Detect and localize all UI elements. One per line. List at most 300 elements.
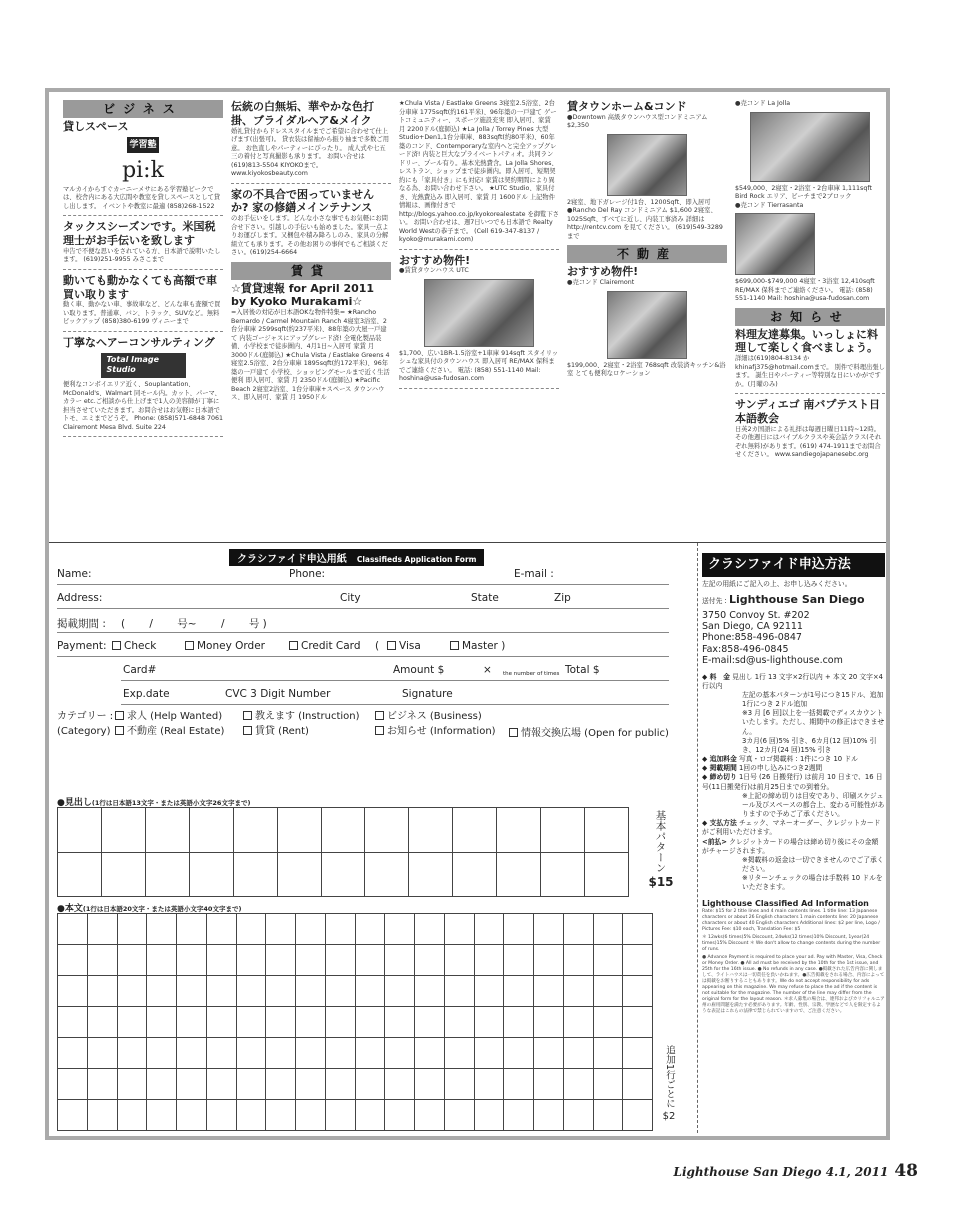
ad-subtitle: ●売コンド Tierrasanta [735, 201, 804, 209]
ad-title: サンディエゴ 南バプテスト日本語教会 [735, 398, 880, 425]
cat-label: お知らせ (Information) [387, 725, 496, 737]
grid-cell[interactable] [206, 914, 236, 945]
send-to [702, 593, 885, 608]
card-row [121, 659, 669, 681]
grid-cell[interactable] [444, 1069, 474, 1100]
grid-cell[interactable] [233, 852, 277, 897]
how-to-intro: 左記の用紙にご記入の上、お申し込みください。 [702, 579, 852, 588]
grid-cell[interactable] [355, 914, 385, 945]
grid-cell[interactable] [541, 852, 585, 897]
ad-body: 婚礼貸付からドレススタイルまでご希望に合わせて仕上げます(出張可)。 貸衣装は留袖から振り袖まで多数ご用意。 お色直しやパーティーにぴったり。 成人式や七五三の着付と写真撮影も承ります。 お問い合せは(619)813-5504 KIYOKOまで。 www.kiyokosbeauty.com [231, 127, 390, 177]
grid-cell[interactable] [87, 945, 117, 976]
grid-cell[interactable] [444, 1038, 474, 1069]
check-option[interactable] [112, 640, 156, 652]
grid-cell[interactable] [87, 1069, 117, 1100]
grid-cell[interactable] [504, 914, 534, 945]
grid-cell[interactable] [409, 852, 453, 897]
grid-cell[interactable] [87, 914, 117, 945]
grid-cell[interactable] [87, 976, 117, 1007]
pay-label: ◆ 支払方法 [702, 819, 737, 828]
grid-cell[interactable] [504, 1100, 534, 1131]
grid-cell[interactable] [415, 976, 445, 1007]
grid-cell[interactable] [444, 1100, 474, 1131]
ad-title: 貸しスペース [63, 120, 129, 134]
grid-cell[interactable] [296, 1100, 326, 1131]
grid-cell[interactable] [206, 976, 236, 1007]
grid-cell[interactable] [474, 945, 504, 976]
ad-title: 丁寧なヘアーコンサルティング [63, 335, 215, 349]
townhouse-photo [424, 279, 534, 347]
grid-cell[interactable] [453, 808, 497, 853]
checkbox[interactable] [450, 641, 459, 650]
grid-cell[interactable] [189, 808, 233, 853]
checkbox[interactable] [375, 711, 384, 720]
pre-body: クレジットカードの場合は締め切り後にその金額がチャージされます。 [702, 837, 879, 855]
grid-cell[interactable] [474, 976, 504, 1007]
grid-cell[interactable] [147, 945, 177, 976]
grid-cell[interactable] [504, 1007, 534, 1038]
grid-cell[interactable] [177, 945, 207, 976]
grid-cell[interactable] [325, 945, 355, 976]
ad-body: のお手伝いをします。どんな小さな事でもお気軽にお問合せ下さい。引越しの手伝いも始めました。家具一点よりお運びします。又梱包や積み降ろしのみ、家具の分解組立ても承ります。その他お困りの事何でもご相談ください。(619)254-6664 [231, 215, 389, 256]
checkbox[interactable] [509, 728, 518, 737]
cvc-field[interactable]: CVC 3 Digit Number [225, 688, 331, 700]
ad-body: マルカイからすぐカーニーメサにある学習塾ピークでは、校舎内にある大広間や教室を貸しスペースとして貸し出します。 イベントや教室に最適 (858)268-1522 [63, 185, 221, 210]
city-field[interactable]: City [340, 592, 361, 604]
deadline-label: ◆ 締め切り [702, 773, 737, 782]
cat-business[interactable] [375, 710, 496, 725]
ad-title: 伝統の白無垢、華やかな色打掛、ブライダルヘア&メイク [231, 100, 374, 127]
ad-body: 申告で不便な思いをされている方、日本語で説明いたします。 (619)251-9955 みさこまで [63, 247, 221, 264]
grid-cell[interactable] [296, 945, 326, 976]
period-label: 掲載期間 : [57, 618, 106, 630]
ad-body: 2寝室、地下ガレージ付1台、1200Sqft、即入居可 ●Rancho Del Ray コンドミニアム $1,600 2寝室、1025Sqft、すべてに近し、内装工事済み 詳細は http://rentcv.com を見てください。 (619)549-3289まで [567, 198, 723, 240]
pik-logo: pi:k [122, 158, 164, 184]
checkbox[interactable] [387, 641, 396, 650]
grid-cell[interactable] [58, 1100, 88, 1131]
add-line-label: 追加1行ごとに [664, 1045, 675, 1109]
checkbox[interactable] [243, 711, 252, 720]
checkbox[interactable] [115, 726, 124, 735]
headline-note: (1行は日本語13文字・または英語小文字26文字まで) [91, 799, 251, 807]
column-info [735, 100, 885, 460]
grid-cell[interactable] [355, 1069, 385, 1100]
grid-cell[interactable] [266, 1007, 296, 1038]
grid-cell[interactable] [623, 976, 653, 1007]
cat-label: ビジネス (Business) [387, 711, 482, 722]
grid-cell[interactable] [593, 1007, 623, 1038]
grid-cell[interactable] [325, 914, 355, 945]
grid-cell[interactable] [87, 1007, 117, 1038]
grid-cell[interactable] [58, 945, 88, 976]
ad-title: おすすめ物件! [567, 265, 639, 279]
grid-cell[interactable] [266, 1100, 296, 1131]
cat-real-estate[interactable] [115, 725, 224, 740]
checkbox[interactable] [112, 641, 121, 650]
card-number-field[interactable]: Card# [123, 664, 157, 676]
credit-card-option[interactable] [289, 640, 360, 652]
grid-cell[interactable] [206, 1007, 236, 1038]
grid-cell[interactable] [534, 1100, 564, 1131]
address-field[interactable]: Address: [57, 592, 103, 604]
grid-cell[interactable] [563, 1100, 593, 1131]
magazine-issue: Lighthouse San Diego 4.1, 2011 [673, 1165, 889, 1179]
grid-cell[interactable] [277, 852, 321, 897]
grid-cell[interactable] [236, 914, 266, 945]
grid-cell[interactable] [147, 1100, 177, 1131]
grid-cell[interactable] [266, 1038, 296, 1069]
grid-cell[interactable] [117, 1100, 147, 1131]
email-line[interactable]: E-mail:sd@us-lighthouse.com [702, 655, 843, 667]
grid-cell[interactable] [623, 1038, 653, 1069]
grid-cell[interactable] [474, 1038, 504, 1069]
grid-cell[interactable] [474, 914, 504, 945]
grid-cell[interactable] [177, 1069, 207, 1100]
ad-title: 料理友達募集。いっしょに料理して楽しく食べましょう。 [735, 327, 878, 355]
grid-cell[interactable] [236, 1069, 266, 1100]
grid-cell[interactable] [563, 1007, 593, 1038]
ad-body: 便利なコンボイエリア近く、Souplantation、McDonald's、Walmart 同モール内。カット、パーマ、カラー etc.ご相談から仕上げまで1人の美容師が丁寧に担当させていただきます。お問合せはお気軽に日本語でトモ、エミまでどうぞ。 Phone: (858)571-6848 7061 Clairemont Mesa Blvd. Suite 224 [63, 381, 223, 431]
grid-cell[interactable] [504, 1038, 534, 1069]
grid-row [58, 976, 653, 1007]
grid-cell[interactable] [147, 976, 177, 1007]
grid-row [58, 945, 653, 976]
grid-cell[interactable] [58, 852, 102, 897]
grid-cell[interactable] [147, 1007, 177, 1038]
grid-cell[interactable] [593, 914, 623, 945]
grid-cell[interactable] [58, 1038, 88, 1069]
grid-cell[interactable] [534, 1069, 564, 1100]
grid-row [58, 808, 629, 853]
body-note: (1行は日本語20文字・または英語小文字40文字まで) [82, 905, 242, 913]
grid-cell[interactable] [415, 1007, 445, 1038]
money-order-option[interactable] [185, 640, 265, 652]
add-price: $2 [662, 1111, 676, 1122]
form-title-en: Classifieds Application Form [356, 555, 477, 564]
grid-cell[interactable] [355, 1007, 385, 1038]
fee-label: ◆ 料 金 [702, 672, 730, 681]
grid-cell[interactable] [296, 1069, 326, 1100]
address-line-2: San Diego, CA 92111 [702, 620, 803, 632]
total-field[interactable]: Total $ [565, 664, 600, 676]
ad-body: =入居後の対応が日本語OKな物件特集= ★Rancho Bernardo / Carmel Mountain Ranch 4寝室3浴室、2台分車庫 2599sqft(約237平米)、88年築の大屋一戸建て 内装ゴージャスにアップグレード済! 全電化製品装備、小学校まで徒歩圏内、4月1日~入居可 家賃 月 3000ドル(庭師込) ★Chula Vista / Eastlake Greens 4寝室2.5浴室、2台分車庫 1895sqft(約172平米)、96年築の一戸建て 小学校、ショッピングモールまで近く生活便利 即入居可、家賃 月 2350ドル(庭師込) ★Pacific Beach 2寝室2浴室、1台分車庫+スペース タウンハウス、即入居可、家賃 月 1950ドル [231, 309, 390, 402]
section-header-rent: 賃貸 [231, 262, 391, 280]
divider [63, 331, 223, 332]
grid-cell[interactable] [296, 976, 326, 1007]
credit-card-label: Credit Card [301, 640, 361, 652]
grid-cell[interactable] [623, 1100, 653, 1131]
grid-cell[interactable] [355, 1100, 385, 1131]
name-field[interactable]: Name: [57, 568, 92, 580]
grid-cell[interactable] [233, 808, 277, 853]
grid-cell[interactable] [409, 808, 453, 853]
visa-label: Visa [399, 640, 421, 652]
grid-cell[interactable] [534, 1007, 564, 1038]
section-header-real-estate: 不動産 [567, 245, 727, 263]
grid-cell[interactable] [117, 914, 147, 945]
checkbox[interactable] [375, 726, 384, 735]
visa-option[interactable] [387, 640, 421, 652]
grid-cell[interactable] [325, 1069, 355, 1100]
checkbox[interactable] [185, 641, 194, 650]
checkbox[interactable] [243, 726, 252, 735]
grid-cell[interactable] [206, 1100, 236, 1131]
grid-cell[interactable] [474, 1069, 504, 1100]
ad-body: 動く車、動かない車、事故車など、どんな車も査額で買い取ります。普通車、バン、トラック、SUVなど。無料ピックアップ (858)380-6199 ヴィニーまで [63, 301, 221, 326]
divider [63, 269, 223, 270]
grid-cell[interactable] [563, 1069, 593, 1100]
en-info-title: Lighthouse Classified Ad Information [702, 898, 869, 908]
grid-cell[interactable] [177, 914, 207, 945]
grid-cell[interactable] [563, 976, 593, 1007]
grid-cell[interactable] [147, 1069, 177, 1100]
cat-rent[interactable] [243, 725, 360, 740]
grid-cell[interactable] [593, 1069, 623, 1100]
category-col-1 [115, 710, 224, 739]
grid-cell[interactable] [58, 1007, 88, 1038]
grid-cell[interactable] [415, 945, 445, 976]
fee-note: ※3 月 [6 回]以上を一括掲載でディスカウントいたします。ただし、期間中の修正はできません。 [742, 709, 885, 736]
grid-cell[interactable] [385, 945, 415, 976]
grid-cell[interactable] [415, 1069, 445, 1100]
amount-field[interactable]: Amount $ [393, 664, 445, 676]
grid-cell[interactable] [147, 914, 177, 945]
grid-cell[interactable] [266, 945, 296, 976]
grid-cell[interactable] [87, 1038, 117, 1069]
grid-cell[interactable] [355, 1038, 385, 1069]
grid-cell[interactable] [474, 1007, 504, 1038]
grid-cell[interactable] [534, 914, 564, 945]
fee-body: 見出し 1行 13 文字×2行以内 + 本文 20 文字×4行以内 [702, 672, 883, 690]
grid-cell[interactable] [365, 852, 409, 897]
pre-label: <前払> [702, 837, 727, 846]
ad-title: 動いても動かなくても高額で車買い取ります [63, 273, 217, 301]
base-pattern-label: 基本パターン [654, 809, 667, 873]
extra-fee-section [702, 755, 885, 764]
en-info-body: ● Advance Payment is required to place your ad. Pay with Master, Visa, Check or Money Order. ● All ad must be received by the 10th for the 1st issue, and 25th for the 16th issue. ● No refunds in any case. ●掲載された広告内容に関しまして、ライトハウスは一切責任を負いかねます。●広告掲載をされる場合、内容によっては掲載をお断りすることもあります。We do not accept responsibility for ads appearing on this magazine. We may refuse to place the ad if the content is not suitable for the magazine. The number of the line may differ from the original form for the layout reason. ＊求人募集の場合は、連邦およびカリフォルニア州の雇用問題を満たす必要があります。年齢、性別、宗教、学歴などで人を限定するような表記はこれらの法律で禁じられていますので、ご注意ください。 [702, 955, 885, 1014]
grid-cell[interactable] [58, 1069, 88, 1100]
total-image-studio-logo: Total Image Studio [101, 353, 186, 379]
grid-cell[interactable] [355, 976, 385, 1007]
grid-cell[interactable] [534, 945, 564, 976]
grid-cell[interactable] [87, 1100, 117, 1131]
grid-cell[interactable] [177, 1007, 207, 1038]
grid-cell[interactable] [58, 808, 102, 853]
grid-cell[interactable] [623, 914, 653, 945]
grid-cell[interactable] [534, 1038, 564, 1069]
grid-cell[interactable] [206, 945, 236, 976]
grid-cell[interactable] [415, 1100, 445, 1131]
ad-body: $699,000-$749,000 4寝室・3浴室 12,410sqft RE/MAX 保科までご連絡ください。 電話: (858) 551-1140 Mail: hoshina@usa-fudosan.com [735, 278, 875, 302]
grid-cell[interactable] [385, 1038, 415, 1069]
ad-body: $1,700、広い1BR-1.5浴室+1車庫 914sqft スタイリッシュな家具付のタウンハウス 即入居可 RE/MAX 保科までご連絡ください。 電話: (858) 551-1140 Mail: hoshina@usa-fudosan.com [399, 349, 559, 383]
grid-cell[interactable] [236, 1038, 266, 1069]
checkbox[interactable] [115, 711, 124, 720]
grid-cell[interactable] [117, 976, 147, 1007]
deadline-section [702, 773, 885, 791]
grid-cell[interactable] [563, 914, 593, 945]
grid-cell[interactable] [325, 1100, 355, 1131]
grid-cell[interactable] [147, 1038, 177, 1069]
grid-cell[interactable] [325, 976, 355, 1007]
section-header-info: お知らせ [735, 308, 885, 326]
payment-row [57, 635, 669, 657]
prepay-note: ※掲載料の返金は一切できませんのでご了承ください。 [742, 855, 884, 874]
base-price: $15 [648, 875, 674, 889]
exp-date-field[interactable]: Exp.date [123, 688, 170, 700]
grid-cell[interactable] [145, 808, 189, 853]
grid-cell[interactable] [277, 808, 321, 853]
grid-cell[interactable] [385, 976, 415, 1007]
grid-cell[interactable] [177, 976, 207, 1007]
cat-label: 教えます (Instruction) [255, 711, 360, 722]
contact-block [702, 610, 885, 667]
grid-cell[interactable] [117, 1038, 147, 1069]
grid-cell[interactable] [58, 976, 88, 1007]
grid-cell[interactable] [266, 976, 296, 1007]
grid-cell[interactable] [444, 914, 474, 945]
grid-cell[interactable] [325, 1007, 355, 1038]
grid-cell[interactable] [541, 808, 585, 853]
fax-line: Fax:858-496-0845 [702, 643, 789, 655]
term-label: ◆ 掲載期間 [702, 764, 737, 773]
en-info-body: ＊ 12wks(6 times)5% Discount, 24wks(12 times)10% Discount, 1year(24 times)15% Discount ＊ We don't allow to change contents during the number of runs. [702, 935, 881, 953]
grid-cell[interactable] [444, 945, 474, 976]
grid-cell[interactable] [355, 945, 385, 976]
grid-cell[interactable] [563, 945, 593, 976]
page-footer [674, 1161, 919, 1181]
grid-cell[interactable] [504, 1069, 534, 1100]
grid-cell[interactable] [58, 914, 88, 945]
grid-cell[interactable] [385, 1069, 415, 1100]
grid-cell[interactable] [534, 976, 564, 1007]
grid-cell[interactable] [321, 808, 365, 853]
address-line-1: 3750 Convoy St. #202 [702, 609, 810, 621]
ad-title: 賃タウンホーム&コンド [567, 100, 687, 113]
ad-body: 詳細は(619)804-8134 か khinafj375@hotmail.comまで。 別件で料理出張します。 誕生日やパーティー等特別な日にいかがですか。(月曜のみ) [735, 355, 885, 388]
grid-cell[interactable] [266, 914, 296, 945]
grid-cell[interactable] [236, 1007, 266, 1038]
cat-instruction[interactable] [243, 710, 360, 725]
email-field[interactable]: E-mail : [514, 568, 554, 580]
grid-cell[interactable] [504, 945, 534, 976]
grid-cell[interactable] [206, 1038, 236, 1069]
grid-cell[interactable] [177, 1100, 207, 1131]
grid-cell[interactable] [585, 808, 629, 853]
juku-logo: 学習塾 [127, 137, 159, 153]
grid-cell[interactable] [585, 852, 629, 897]
grid-cell[interactable] [504, 976, 534, 1007]
state-field[interactable]: State [471, 592, 499, 604]
ad-subtitle: ●Downtown 高級タウンハウス型コンドミニアム $2,350 [567, 113, 708, 130]
grid-cell[interactable] [415, 1038, 445, 1069]
category-block [57, 710, 113, 739]
grid-cell[interactable] [623, 1069, 653, 1100]
grid-cell[interactable] [474, 1100, 504, 1131]
cat-open-for-public[interactable] [509, 724, 669, 739]
grid-cell[interactable] [296, 914, 326, 945]
prepay-section [702, 838, 885, 856]
grid-cell[interactable] [236, 1100, 266, 1131]
period-field[interactable]: ( / 号~ / 号 ) [121, 618, 267, 630]
grid-cell[interactable] [236, 976, 266, 1007]
grid-cell[interactable] [117, 945, 147, 976]
ad-body: $549,000、2寝室・2浴室・2台車庫 1,111sqft Bird Rock エリア、ビーチまで2ブロック [735, 184, 872, 200]
grid-cell[interactable] [189, 852, 233, 897]
body-text-grid[interactable] [57, 913, 653, 1131]
grid-cell[interactable] [593, 945, 623, 976]
signature-field[interactable]: Signature [402, 688, 453, 700]
downtown-condo-photo [607, 134, 687, 196]
ad-title: ☆賃貸速報 for April 2011 by Kyoko Murakami☆ [231, 281, 375, 309]
grid-cell[interactable] [497, 852, 541, 897]
grid-cell[interactable] [444, 976, 474, 1007]
cat-label: 不動産 (Real Estate) [127, 725, 225, 737]
grid-cell[interactable] [365, 808, 409, 853]
grid-cell[interactable] [117, 1007, 147, 1038]
grid-cell[interactable] [385, 914, 415, 945]
grid-cell[interactable] [623, 1007, 653, 1038]
ad-subtitle: ●売コンド Clairemont [567, 279, 635, 287]
phone-field[interactable]: Phone: [289, 568, 326, 580]
checkbox[interactable] [289, 641, 298, 650]
en-info-body: Rate: $15 for 2 title lines and 4 main contents lines. 1 title line: 13 Japanese characters or about 26 English characters 1 main contents line: 20 Japanese characters or about 40 English characters Additional lines: $2 per line, Logo / Pictures Fee: $10 each, Translation Fee: $5 [702, 909, 880, 933]
grid-cell[interactable] [453, 852, 497, 897]
grid-cell[interactable] [321, 852, 365, 897]
check-label: Check [124, 640, 157, 652]
zip-field[interactable]: Zip [554, 592, 571, 604]
grid-cell[interactable] [117, 1069, 147, 1100]
classifieds-section [61, 100, 885, 535]
master-option[interactable] [450, 640, 505, 652]
cat-information[interactable] [375, 725, 496, 740]
clairemont-condo-photo [607, 291, 687, 359]
pay-body: チェック、マネーオーダー、クレジットカードがご利用いただけます。 [702, 819, 881, 837]
grid-cell[interactable] [593, 1100, 623, 1131]
grid-cell[interactable] [593, 976, 623, 1007]
grid-cell[interactable] [296, 1038, 326, 1069]
paren-open: ( [375, 640, 380, 652]
category-label-en: (Category) [57, 725, 111, 737]
headline-grid[interactable] [57, 807, 629, 897]
divider [399, 249, 559, 250]
grid-cell[interactable] [415, 914, 445, 945]
grid-cell[interactable] [325, 1038, 355, 1069]
grid-cell[interactable] [145, 852, 189, 897]
grid-cell[interactable] [385, 1007, 415, 1038]
grid-cell[interactable] [177, 1038, 207, 1069]
grid-cell[interactable] [266, 1069, 296, 1100]
grid-cell[interactable] [593, 1038, 623, 1069]
master-label: Master ) [462, 640, 506, 652]
money-order-label: Money Order [197, 640, 265, 652]
grid-cell[interactable] [101, 808, 145, 853]
la-jolla-condo-photo [750, 112, 870, 182]
grid-cell[interactable] [385, 1100, 415, 1131]
cat-help-wanted[interactable] [115, 710, 224, 725]
grid-cell[interactable] [101, 852, 145, 897]
address-row [57, 587, 669, 609]
grid-cell[interactable] [563, 1038, 593, 1069]
grid-cell[interactable] [236, 945, 266, 976]
grid-cell[interactable] [497, 808, 541, 853]
grid-cell[interactable] [206, 1069, 236, 1100]
grid-cell[interactable] [296, 1007, 326, 1038]
grid-cell[interactable] [444, 1007, 474, 1038]
column-rent-continued [399, 100, 559, 393]
cat-label: 情報交換広場 (Open for public) [521, 728, 669, 739]
grid-cell[interactable] [623, 945, 653, 976]
